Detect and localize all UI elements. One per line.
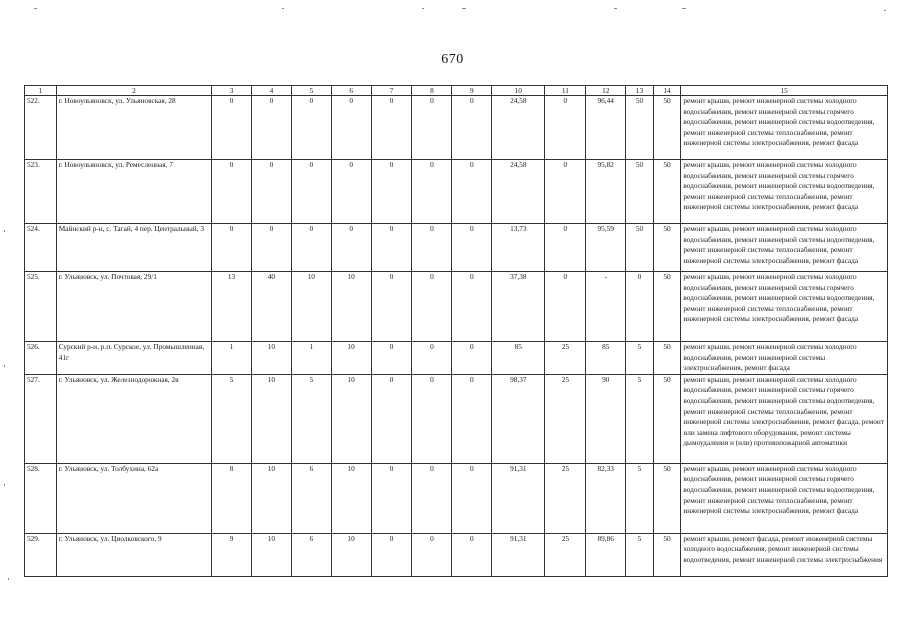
table-cell: 0	[545, 224, 586, 272]
works-cell: ремонт крыши, ремонт инженерной системы холодного водоснабжения, ремонт инженерной системы горячего водоснабжения, ремонт инженерной системы водоотведения, ремонт инженерной системы теплоснабжения, ремонт инженерной системы электроснабжения, ремонт фасада	[681, 160, 888, 224]
table-cell: 40	[251, 272, 291, 342]
data-table	[24, 85, 888, 577]
column-header: 1	[25, 86, 57, 96]
table-cell: 50	[653, 374, 681, 463]
table-row	[25, 224, 888, 272]
table-cell: 0	[251, 96, 291, 160]
row-index: 525.	[25, 272, 57, 342]
table-cell: 0	[452, 374, 492, 463]
table-cell: 50	[653, 463, 681, 533]
table-cell: 1	[291, 342, 331, 375]
table-cell: 10	[331, 533, 371, 576]
address-cell: г. Ульяновск, ул. Железнодорожная, 2в	[56, 374, 211, 463]
works-cell: ремонт крыши, ремонт инженерной системы холодного водоснабжения, ремонт инженерной системы горячего водоснабжения, ремонт инженерной системы водоотведения, ремонт инженерной системы теплоснабжения, ремонт инженерной системы электроснабжения, ремонт фасада	[681, 96, 888, 160]
table-cell: 0	[412, 374, 452, 463]
table-cell: 95,59	[586, 224, 626, 272]
works-cell: ремонт крыши, ремонт инженерной системы холодного водоснабжения, ремонт инженерной системы электроснабжения, ремонт фасада	[681, 342, 888, 375]
table-cell: 6	[291, 533, 331, 576]
table-cell: 0	[412, 272, 452, 342]
table-cell: 0	[452, 533, 492, 576]
table-cell: 0	[545, 272, 586, 342]
table-row	[25, 160, 888, 224]
column-header: 4	[251, 86, 291, 96]
table-cell: 10	[331, 272, 371, 342]
table-cell: 0	[412, 342, 452, 375]
column-header: 2	[56, 86, 211, 96]
table-cell: 0	[452, 224, 492, 272]
table-cell: 0	[212, 160, 252, 224]
table-cell: 50	[653, 224, 681, 272]
table-cell: 0	[331, 160, 371, 224]
table-cell: 91,31	[492, 463, 545, 533]
page-number: 670	[441, 52, 464, 67]
table-cell: 0	[371, 374, 412, 463]
row-index: 529.	[25, 533, 57, 576]
table-cell: 0	[412, 224, 452, 272]
table-cell: 5	[626, 463, 654, 533]
table-cell: 50	[653, 272, 681, 342]
table-cell: 10	[251, 533, 291, 576]
table-cell: 10	[251, 374, 291, 463]
column-header: 6	[331, 86, 371, 96]
table-cell: 0	[412, 96, 452, 160]
table-cell: 50	[653, 96, 681, 160]
address-cell: г. Новоульяновск, ул. Ремесленная, 7	[56, 160, 211, 224]
table-cell: 0	[371, 96, 412, 160]
row-index: 524.	[25, 224, 57, 272]
address-cell: Майнский р-н, с. Тагай, 4 пер. Центральный, 3	[56, 224, 211, 272]
table-cell: 10	[331, 342, 371, 375]
column-header: 5	[291, 86, 331, 96]
table-cell: 0	[452, 96, 492, 160]
table-cell: 0	[452, 342, 492, 375]
table-cell: 10	[251, 463, 291, 533]
table-cell: 95,82	[586, 160, 626, 224]
column-header: 3	[212, 86, 252, 96]
table-cell: 89,86	[586, 533, 626, 576]
table-cell: 9	[212, 533, 252, 576]
row-index: 527.	[25, 374, 57, 463]
row-index: 528.	[25, 463, 57, 533]
column-header: 8	[412, 86, 452, 96]
works-cell: ремонт крыши, ремонт инженерной системы холодного водоснабжения, ремонт инженерной системы горячего водоснабжения, ремонт инженерной системы водоотведения, ремонт инженерной системы теплоснабжения, ремонт инженерной системы электроснабжения, ремонт фасада, ремонт или замена лифтового оборудования, ремонт системы дымоудаления и (или) противопожарной автоматики	[681, 374, 888, 463]
row-index: 523.	[25, 160, 57, 224]
table-cell: 50	[626, 160, 654, 224]
table-cell: 13,73	[492, 224, 545, 272]
column-header: 9	[452, 86, 492, 96]
address-cell: Сурский р-н, р.п. Сурское, ул. Промышленная, 41г	[56, 342, 211, 375]
table-cell: 0	[212, 224, 252, 272]
table-cell: 6	[291, 463, 331, 533]
table-cell: 0	[371, 160, 412, 224]
table-cell: 0	[545, 160, 586, 224]
table-cell: 5	[626, 342, 654, 375]
table-cell: 0	[371, 272, 412, 342]
address-cell: г. Ульяновск, ул. Циолковского, 9	[56, 533, 211, 576]
table-cell: 1	[212, 342, 252, 375]
table-cell: 0	[291, 160, 331, 224]
table-cell: 0	[331, 96, 371, 160]
table-cell: 50	[653, 160, 681, 224]
table-cell: 0	[251, 160, 291, 224]
table-cell: 8	[212, 463, 252, 533]
table-cell: 5	[626, 533, 654, 576]
address-cell: г. Ульяновск, ул. Толбухина, 62а	[56, 463, 211, 533]
table-cell: 98,37	[492, 374, 545, 463]
table-cell: 0	[452, 160, 492, 224]
table-cell: 13	[212, 272, 252, 342]
table-cell: 0	[251, 224, 291, 272]
row-index: 526.	[25, 342, 57, 375]
table-cell: 90	[586, 374, 626, 463]
table-cell: 0	[452, 272, 492, 342]
table-cell: 50	[653, 342, 681, 375]
table-cell: 25	[545, 342, 586, 375]
table-cell: 0	[291, 96, 331, 160]
table-cell: 0	[412, 463, 452, 533]
address-cell: г. Новоульяновск, ул. Ульяновская, 28	[56, 96, 211, 160]
works-cell: ремонт крыши, ремонт фасада, ремонт инженерной системы холодного водоснабжения, ремонт инженерной системы водоотведения, ремонт инженерной системы электроснабжения	[681, 533, 888, 576]
table-row	[25, 463, 888, 533]
table-cell: 50	[653, 533, 681, 576]
table-cell: 0	[331, 224, 371, 272]
table-cell: 24,58	[492, 160, 545, 224]
column-header: 11	[545, 86, 586, 96]
header-row	[25, 86, 888, 96]
column-header: 13	[626, 86, 654, 96]
table-cell: 0	[371, 224, 412, 272]
table-cell: 50	[626, 224, 654, 272]
table-cell: 10	[291, 272, 331, 342]
row-index: 522.	[25, 96, 57, 160]
table-cell: 5	[212, 374, 252, 463]
table-cell: 5	[626, 374, 654, 463]
table-cell: 0	[412, 160, 452, 224]
table-cell: 24,58	[492, 96, 545, 160]
table-cell: 85	[586, 342, 626, 375]
table-cell: 0	[371, 533, 412, 576]
table-cell: 85	[492, 342, 545, 375]
table-cell: 10	[331, 463, 371, 533]
table-cell: 0	[212, 96, 252, 160]
table-cell: 0	[452, 463, 492, 533]
column-header: 15	[681, 86, 888, 96]
works-cell: ремонт крыши, ремонт инженерной системы холодного водоснабжения, ремонт инженерной системы горячего водоснабжения, ремонт инженерной системы водоотведения, ремонт инженерной системы теплоснабжения, ремонт инженерной системы электроснабжения, ремонт фасада	[681, 272, 888, 342]
table-cell: 0	[371, 342, 412, 375]
column-header: 10	[492, 86, 545, 96]
table-cell: 0	[545, 96, 586, 160]
table-row	[25, 96, 888, 160]
table-cell: 0	[371, 463, 412, 533]
table-cell: 5	[291, 374, 331, 463]
table-cell: 0	[291, 224, 331, 272]
table-row	[25, 374, 888, 463]
table-row	[25, 342, 888, 375]
works-cell: ремонт крыши, ремонт инженерной системы холодного водоснабжения, ремонт инженерной системы горячего водоснабжения, ремонт инженерной системы водоотведения, ремонт инженерной системы теплоснабжения, ремонт инженерной системы электроснабжения, ремонт фасада	[681, 463, 888, 533]
table-cell: 50	[626, 96, 654, 160]
table-cell: 96,44	[586, 96, 626, 160]
table-row	[25, 272, 888, 342]
table-cell: 0	[626, 272, 654, 342]
table-cell: 91,31	[492, 533, 545, 576]
table-cell: 82,33	[586, 463, 626, 533]
table-row	[25, 533, 888, 576]
table-cell: 10	[331, 374, 371, 463]
table-cell: 25	[545, 374, 586, 463]
works-cell: ремонт крыши, ремонт инженерной системы холодного водоснабжения, ремонт инженерной системы водоотведения, ремонт инженерной системы теплоснабжения, ремонт инженерной системы электроснабжения, ремонт фасада	[681, 224, 888, 272]
column-header: 7	[371, 86, 412, 96]
table-cell: 0	[412, 533, 452, 576]
table-cell: 10	[251, 342, 291, 375]
column-header: 12	[586, 86, 626, 96]
table-cell: 25	[545, 463, 586, 533]
table-cell: 37,38	[492, 272, 545, 342]
address-cell: г. Ульяновск, ул. Почтовая, 29/1	[56, 272, 211, 342]
column-header: 14	[653, 86, 681, 96]
table-cell: 25	[545, 533, 586, 576]
table-cell: -	[586, 272, 626, 342]
